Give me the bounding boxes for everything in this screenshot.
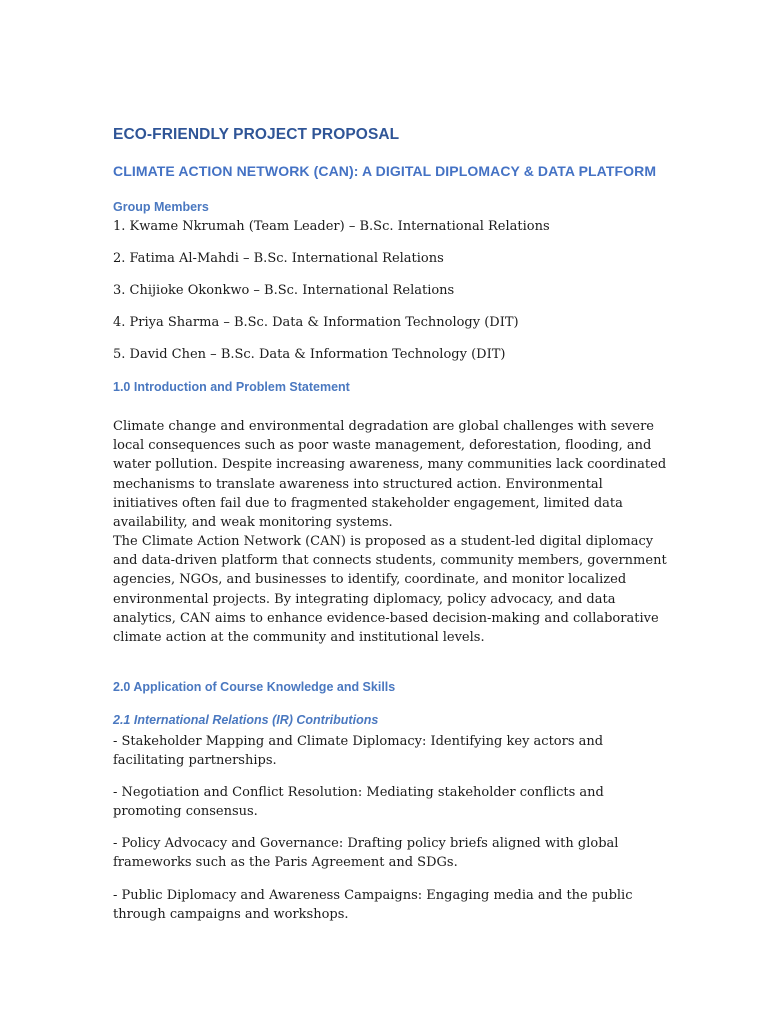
bullet-item: - Stakeholder Mapping and Climate Diplomacy: Identifying key actors and facilitating partnerships. — [113, 734, 604, 769]
section-heading-introduction: 1.0 Introduction and Problem Statement — [113, 380, 350, 394]
paragraph: Climate change and environmental degradation are global challenges with severe local consequences such as poor waste management, deforestation, flooding, and water pollution. Despite increasing awareness, many communities lack coordinated mechanisms to translate awareness into structured action. Environmental initiatives often fail due to fragmented stakeholder engagement, limited data availability, and weak monitoring systems. — [113, 419, 667, 531]
document-subtitle: CLIMATE ACTION NETWORK (CAN): A DIGITAL DIPLOMACY & DATA PLATFORM — [113, 163, 657, 179]
bullet-item: - Public Diplomacy and Awareness Campaigns: Engaging media and the public through campaigns and workshops. — [113, 888, 633, 923]
section-heading-application: 2.0 Application of Course Knowledge and Skills — [113, 680, 396, 694]
group-members-list — [113, 218, 550, 378]
list-item: 5. David Chen – B.Sc. Data & Information Technology (DIT) — [113, 347, 506, 362]
bullet-item: - Policy Advocacy and Governance: Drafting policy briefs aligned with global frameworks such as the Paris Agreement and SDGs. — [113, 836, 619, 871]
list-item: 4. Priya Sharma – B.Sc. Data & Information Technology (DIT) — [113, 315, 519, 330]
list-item: 3. Chijioke Okonkwo – B.Sc. International Relations — [113, 283, 455, 298]
group-members-heading: Group Members — [113, 200, 209, 214]
document-title: ECO-FRIENDLY PROJECT PROPOSAL — [113, 126, 400, 143]
subsection-heading-ir: 2.1 International Relations (IR) Contributions — [113, 713, 379, 727]
list-item: 1. Kwame Nkrumah (Team Leader) – B.Sc. International Relations — [113, 219, 550, 234]
bullet-item: - Negotiation and Conflict Resolution: Mediating stakeholder conflicts and promoting consensus. — [113, 785, 604, 820]
paragraph: The Climate Action Network (CAN) is proposed as a student-led digital diplomacy and data-driven platform that connects students, community members, government agencies, NGOs, and businesses to identify, coordinate, and monitor localized environmental projects. By integrating diplomacy, policy advocacy, and data analytics, CAN aims to enhance evidence-based decision-making and collaborative climate action at the community and institutional levels. — [113, 534, 667, 646]
list-item: 2. Fatima Al-Mahdi – B.Sc. International Relations — [113, 251, 444, 266]
